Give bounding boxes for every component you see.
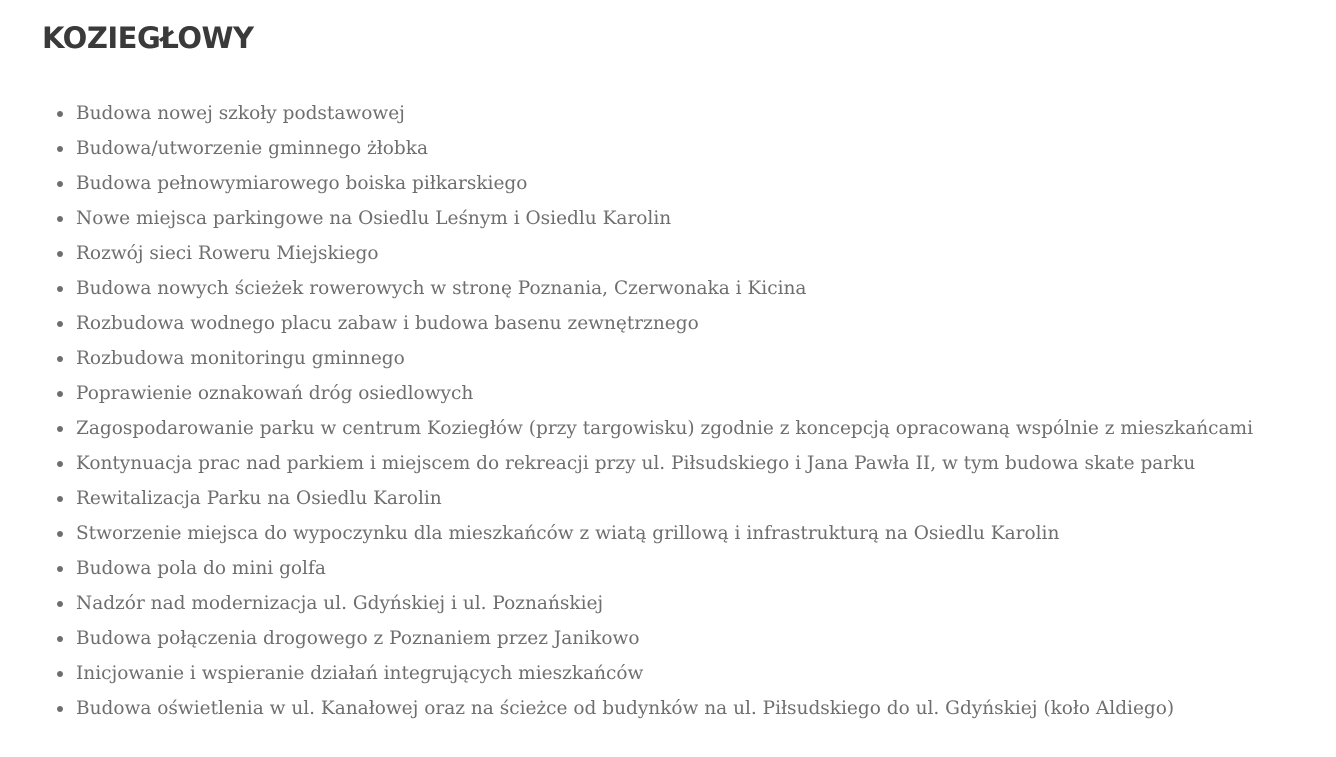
list-item: Budowa pełnowymiarowego boiska piłkarskiego bbox=[42, 166, 1253, 201]
list-item: Budowa połączenia drogowego z Poznaniem przez Janikowo bbox=[42, 621, 1253, 656]
list-item: Budowa pola do mini golfa bbox=[42, 551, 1253, 586]
goal-list bbox=[42, 96, 1253, 726]
list-item: Budowa nowych ścieżek rowerowych w stronę Poznania, Czerwonaka i Kicina bbox=[42, 271, 1253, 306]
list-item: Nadzór nad modernizacja ul. Gdyńskiej i ul. Poznańskiej bbox=[42, 586, 1253, 621]
list-item: Rozbudowa wodnego placu zabaw i budowa basenu zewnętrznego bbox=[42, 306, 1253, 341]
list-item: Poprawienie oznakowań dróg osiedlowych bbox=[42, 376, 1253, 411]
list-item: Stworzenie miejsca do wypoczynku dla mieszkańców z wiatą grillową i infrastrukturą na Osiedlu Karolin bbox=[42, 516, 1253, 551]
list-item: Rewitalizacja Parku na Osiedlu Karolin bbox=[42, 481, 1253, 516]
list-item: Rozbudowa monitoringu gminnego bbox=[42, 341, 1253, 376]
list-item: Rozwój sieci Roweru Miejskiego bbox=[42, 236, 1253, 271]
list-item: Nowe miejsca parkingowe na Osiedlu Leśnym i Osiedlu Karolin bbox=[42, 201, 1253, 236]
list-item: Budowa nowej szkoły podstawowej bbox=[42, 96, 1253, 131]
list-item: Kontynuacja prac nad parkiem i miejscem do rekreacji przy ul. Piłsudskiego i Jana Pawła II, w tym budowa skate parku bbox=[42, 446, 1253, 481]
content-section bbox=[42, 18, 1322, 719]
page-title: KOZIEGŁOWY bbox=[42, 21, 254, 55]
list-item: Budowa oświetlenia w ul. Kanałowej oraz na ścieżce od budynków na ul. Piłsudskiego do ul. Gdyńskiej (koło Aldiego) bbox=[42, 691, 1253, 726]
list-item: Zagospodarowanie parku w centrum Koziegłów (przy targowisku) zgodnie z koncepcją opracowaną wspólnie z mieszkańcami bbox=[42, 411, 1253, 446]
list-item: Inicjowanie i wspieranie działań integrujących mieszkańców bbox=[42, 656, 1253, 691]
list-item: Budowa/utworzenie gminnego żłobka bbox=[42, 131, 1253, 166]
